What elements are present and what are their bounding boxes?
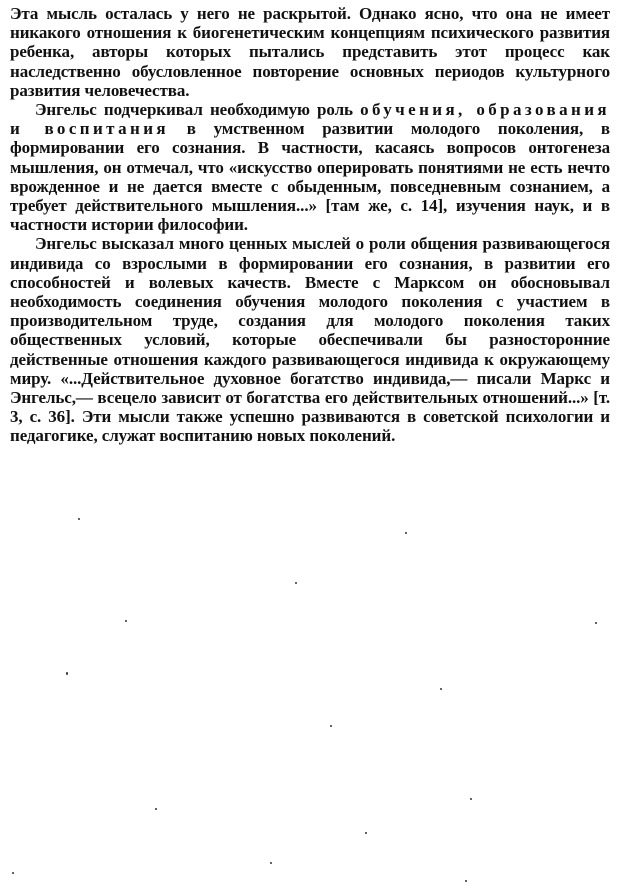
scan-speck — [470, 798, 472, 800]
scan-speck — [125, 620, 127, 622]
body-text — [10, 4, 610, 446]
scan-speck — [295, 582, 297, 584]
paragraph-2-text-start: Энгельс подчеркивал необходимую роль — [35, 100, 361, 120]
paragraph-3 — [10, 234, 610, 445]
paragraph-2 — [10, 100, 610, 234]
scan-speck — [405, 532, 407, 534]
paragraph-2-text-end: в умственном развитии молодого поколения, в формировании его сознания. В частности, касаясь вопросов онтогенеза мышления, он отмечал, что «искусство оперировать понятиями не есть нечто врожденное и не дается вместе с обыденным, повседневным сознанием, а требует действительного мышления...» [там же, с. 14], изучения наук, и в частности истории философии. — [10, 119, 611, 235]
paragraph-3-text: Энгельс высказал много ценных мыслей о роли общения развивающегося индивида со взрослыми в формировании его сознания, в развитии его способностей и волевых качеств. Вместе с Марксом он обосновывал необходимость соединения обучения молодого поколения с участием в производительном труде, создания для молодого поколения таких общественных условий, которые обеспечивали бы разносторонние действенные отношения каждого развивающегося индивида к окружающему миру. «...Действительное духовное богатство индивида,— писали Маркс и Энгельс,— всецело зависит от богатства его действительных отношений...» [т. 3, с. 36]. Эти мысли также успешно развиваются в советской психологии и педагогике, служат воспитанию новых поколений. — [10, 234, 610, 446]
scan-speck — [365, 832, 367, 834]
scan-speck — [12, 872, 14, 874]
scan-speck — [66, 672, 68, 675]
scan-speck — [155, 808, 157, 810]
scan-speck — [440, 688, 442, 690]
paragraph-1 — [10, 4, 610, 100]
scan-speck — [465, 880, 467, 882]
paragraph-1-text: Эта мысль осталась у него не раскрытой. Однако ясно, что она не имеет никакого отношения к биогенетическим концепциям психического развития ребенка, авторы которых пытались представить этот процесс как наследственно обусловленное повторение основных периодов культурного развития человечества. — [10, 4, 610, 100]
scan-speck — [270, 862, 272, 864]
scan-speck — [78, 518, 80, 520]
paragraph-2-emphasis: обучения, образования и воспитания — [10, 100, 611, 139]
scan-speck — [330, 725, 332, 727]
scan-speck — [595, 622, 597, 624]
